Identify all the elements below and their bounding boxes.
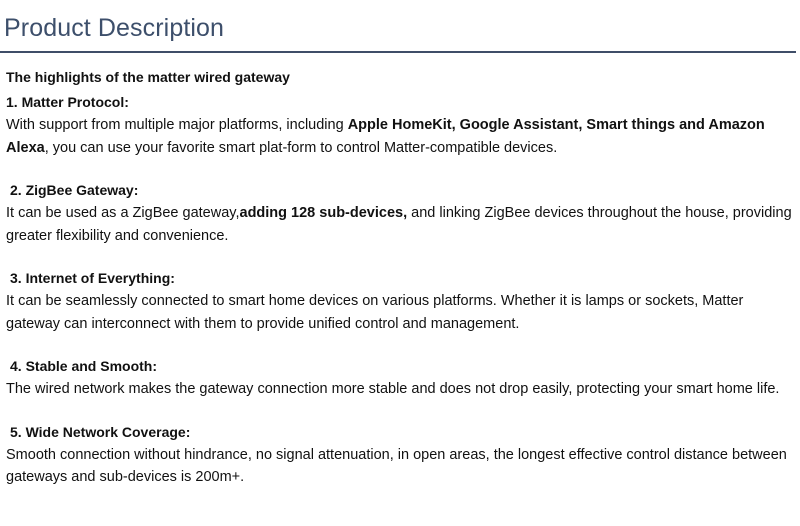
section-body — [6, 114, 794, 159]
body-text: With support from multiple major platforms, including — [6, 117, 348, 133]
body-text: It can be used as a ZigBee gateway, — [6, 205, 240, 221]
section-heading: 5. Wide Network Coverage: — [10, 423, 191, 440]
body-text: , you can use your favorite smart plat-form to control Matter-compatible devices. — [44, 139, 558, 156]
section-internet-of-everything — [6, 267, 794, 335]
body-text-bold: Apple HomeKit, Google Assistant, Smart things and Amazon Alexa — [6, 117, 765, 156]
highlights-heading: The highlights of the matter wired gateway — [6, 69, 290, 85]
page-title: Product Description — [4, 14, 225, 42]
product-description-content — [6, 66, 794, 509]
section-wide-network-coverage — [6, 421, 794, 489]
section-heading: 1. Matter Protocol: — [6, 94, 129, 110]
section-matter-protocol — [6, 91, 794, 159]
body-text-bold: adding 128 sub-devices, — [239, 205, 408, 221]
body-text: and linking ZigBee devices throughout the house, providing greater flexibility and convenience. — [6, 205, 792, 244]
body-text: It can be seamlessly connected to smart home devices on various platforms. Whether it is lamps or sockets, Matter gateway can interconnect with them to provide unified control and management. — [6, 293, 744, 332]
section-heading: 4. Stable and Smooth: — [10, 358, 158, 374]
section-heading: 2. ZigBee Gateway: — [10, 182, 139, 198]
body-text: Smooth connection without hindrance, no signal attenuation, in open areas, the longest effective control distance between gateways and sub-devices is 200m+. — [6, 446, 787, 485]
section-body — [6, 378, 794, 401]
title-divider — [0, 51, 796, 53]
body-text: The wired network makes the gateway connection more stable and does not drop easily, protecting your smart home life. — [6, 381, 780, 397]
section-body — [6, 290, 794, 335]
section-zigbee-gateway — [6, 179, 794, 247]
section-body — [6, 202, 794, 247]
section-heading: 3. Internet of Everything: — [10, 270, 175, 286]
section-stable-and-smooth — [6, 355, 794, 401]
section-body — [6, 444, 794, 489]
